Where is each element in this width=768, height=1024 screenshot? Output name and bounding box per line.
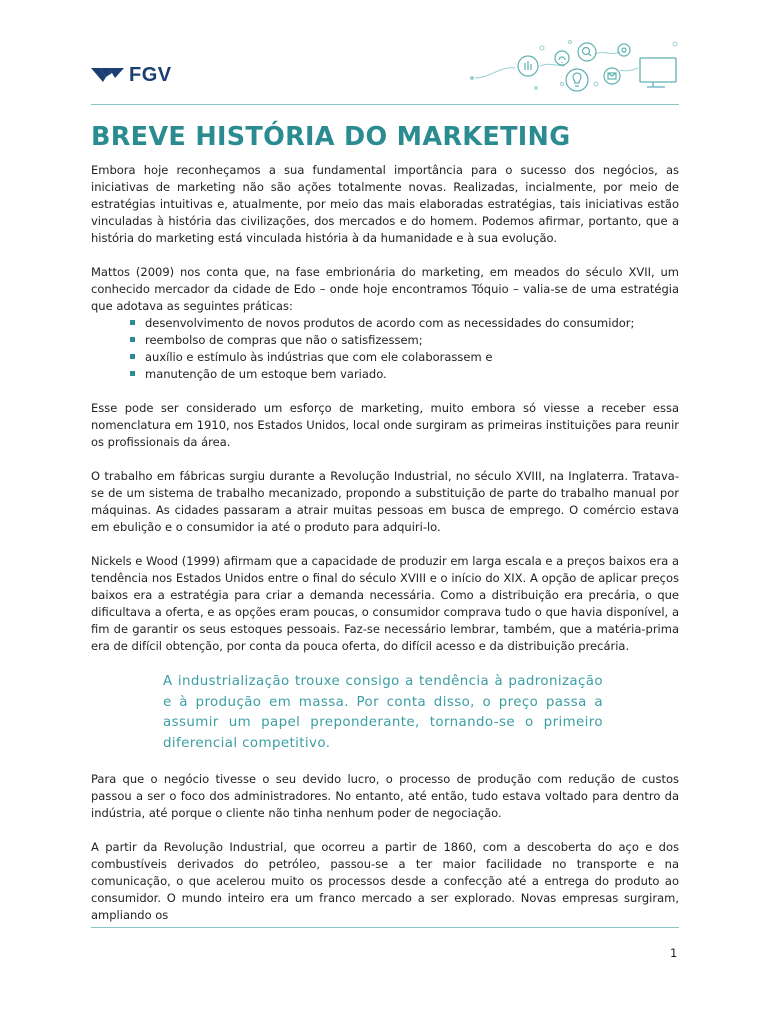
- paragraph: Para que o negócio tivesse o seu devido lucro, o processo de produção com redução de custos passou a ser o foco dos administradores. No entanto, até então, tudo estava voltado para dentro da indústria, até porque o cliente não tinha nenhum poder de negociação.: [91, 772, 679, 820]
- paragraph: Esse pode ser considerado um esforço de marketing, muito embora só viesse a receber essa nomenclatura em 1910, nos Estados Unidos, local onde surgiram as primeiras instituições para reunir os profissionais da área.: [91, 401, 679, 449]
- list-item: reembolso de compras que não o satisfizessem;: [145, 332, 679, 349]
- email-icon: [604, 68, 620, 84]
- footer-rule: [91, 927, 679, 928]
- fgv-logo-text: FGV: [129, 63, 172, 86]
- list-item: manutenção de um estoque bem variado.: [145, 366, 679, 383]
- fgv-logo-mark-icon: [91, 67, 125, 83]
- list-item: auxílio e estímulo às indústrias que com ele colaborassem e: [145, 349, 679, 366]
- header-rule: [91, 104, 679, 105]
- pull-quote: A industrialização trouxe consigo a tendência à padronização e à produção em massa. Por conta disso, o preço passa a assumir um papel preponderante, tornando-se o primeiro diferencial competitivo.: [163, 674, 603, 751]
- monitor-icon: [640, 58, 676, 87]
- document-body: [91, 162, 679, 941]
- paragraph: O trabalho em fábricas surgiu durante a Revolução Industrial, no século XVIII, na Inglaterra. Tratava-se de um sistema de trabalho mecanizado, propondo a substituição de parte do trabalho manual por máquinas. As cidades passaram a atrair muitas pessoas em busca de emprego. O comércio estava em ebulição e o consumidor ia até o produto para adquiri-lo.: [91, 469, 679, 534]
- paragraph: Nickels e Wood (1999) afirmam que a capacidade de produzir em larga escala e a preços baixos era a tendência nos Estados Unidos entre o final do século XVIII e o início do XIX. A opção de aplicar preços baixos era a estratégia para criar a demanda necessária. Como a distribuição era precária, o que dificultava a oferta, e as opções eram poucas, o consumidor comprava tudo o que havia disponível, a fim de garantir os seus estoques pessoais. Faz-se necessário lembrar, também, que a matéria-prima era de difícil obtenção, por conta da pouca oferta, do difícil acesso e da distribuição precária.: [91, 554, 679, 653]
- list-item: desenvolvimento de novos produtos de acordo com as necessidades do consumidor;: [145, 315, 679, 332]
- lightbulb-icon: [566, 69, 588, 91]
- magnifier-icon: [578, 43, 596, 61]
- page-header: [0, 0, 768, 108]
- hand-icon: [518, 56, 538, 76]
- page-title: BREVE HISTÓRIA DO MARKETING: [91, 122, 571, 152]
- practices-list: [91, 315, 679, 383]
- header-decoration: [470, 36, 685, 98]
- paragraph: Embora hoje reconheçamos a sua fundamental importância para o sucesso dos negócios, as iniciativas de marketing não são ações totalmente novas. Realizadas, incialmente, por meio de estratégias intuitivas e, atualmente, por meio das mais elaboradas estratégias, tais iniciativas estão vinculadas à história das civilizações, dos mercados e do homem. Podemos afirmar, portanto, que a história do marketing está vinculada história à da humanidade e à sua evolução.: [91, 163, 679, 245]
- fgv-logo: [91, 64, 172, 86]
- gear-icon: [618, 44, 630, 56]
- paragraph: Mattos (2009) nos conta que, na fase embrionária do marketing, em meados do século XVII, um conhecido mercador da cidade de Edo – onde hoje encontramos Tóquio – valia-se de uma estratégia que adotava as seguintes práticas:: [91, 265, 679, 313]
- paragraph: A partir da Revolução Industrial, que ocorreu a partir de 1860, com a descoberta do aço e dos combustíveis derivados do petróleo, passou-se a ter maior facilidade no transporte e na comunicação, o que acelerou muito os processos desde a confecção até a entrega do produto ao consumidor. O mundo inteiro era um franco mercado a ser explorado. Novas empresas surgiram, ampliando os: [91, 840, 679, 922]
- page-number: 1: [670, 946, 678, 960]
- bell-icon: [555, 51, 569, 65]
